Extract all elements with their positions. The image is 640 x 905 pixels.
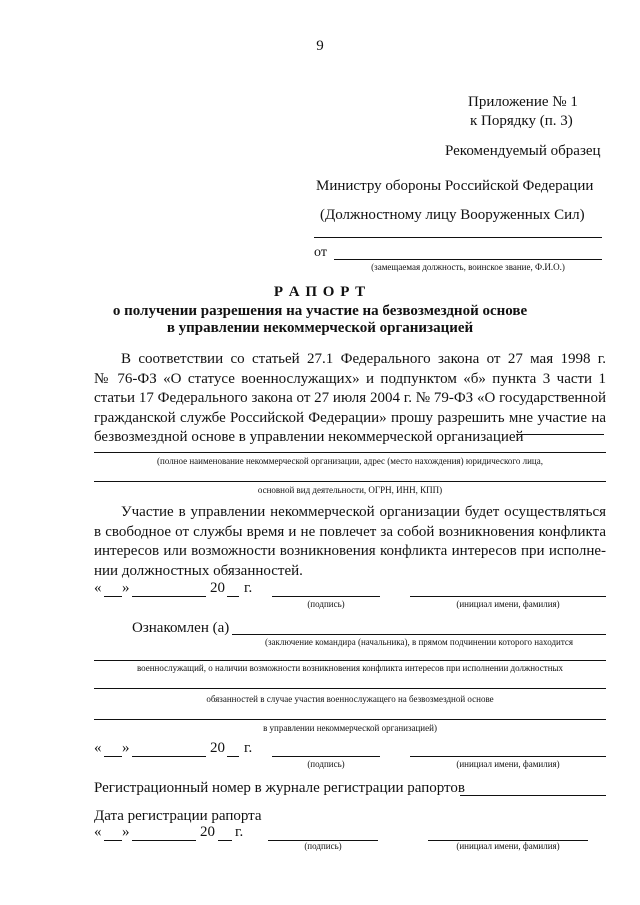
acknowledgement-blank-line-2	[94, 660, 606, 661]
addressee-line-2: (Должностному лицу Вооруженных Сил)	[320, 207, 585, 223]
date-open-quote: «	[94, 740, 102, 756]
paragraph-line: № 76-ФЗ «О статусе военнослужащих» и подпунктом «б» пункта 3 части 1	[94, 370, 606, 387]
signature-blank	[272, 596, 380, 597]
organization-name-blank	[516, 434, 604, 435]
date-close-quote: »	[122, 740, 130, 756]
year-prefix: 20	[210, 580, 225, 596]
name-caption: (инициал имени, фамилия)	[456, 841, 560, 851]
acknowledgement-caption-4: в управлении некоммерческой организацией)	[263, 723, 437, 733]
acknowledgement-blank-line-3	[94, 688, 606, 689]
year-blank	[227, 596, 239, 597]
acknowledgement-caption-3: обязанностей в случае участия военнослужащего на безвозмездной основе	[206, 694, 494, 704]
paragraph-line: Участие в управлении некоммерческой организации будет осуществляться	[121, 504, 606, 520]
paragraph-line: статьи 17 Федерального закона от 27 июля 2004 г. № 79-ФЗ «О государственной	[94, 390, 606, 406]
signature-blank	[272, 756, 380, 757]
organization-blank-line-1	[94, 452, 606, 453]
paragraph-line: в свободное от службы время и не повлечет за собой возникновения конфликта	[94, 523, 606, 540]
paragraph-line: интересов или возможности возникновения конфликта интересов при исполне-	[94, 543, 606, 559]
year-suffix: г.	[244, 740, 253, 756]
registration-date-label: Дата регистрации рапорта	[94, 808, 262, 824]
date-month-blank	[132, 840, 196, 841]
acknowledgement-caption-2: военнослужащий, о наличии возможности возникновения конфликта интересов при исполнении должностных	[136, 663, 564, 673]
year-prefix: 20	[200, 824, 215, 840]
from-label: от	[314, 245, 327, 260]
conflict-paragraph	[94, 503, 606, 581]
date-month-blank	[132, 756, 206, 757]
year-prefix: 20	[210, 740, 225, 756]
document-title: Р А П О Р Т	[273, 284, 367, 300]
date-open-quote: «	[94, 580, 102, 596]
paragraph-line: нии должностных обязанностей.	[94, 562, 303, 579]
paragraph-line: гражданской службе Российской Федерации» прошу разрешить мне участие на	[94, 409, 606, 426]
year-suffix: г.	[244, 580, 253, 596]
signature-caption: (подпись)	[307, 599, 345, 609]
acknowledged-label: Ознакомлен (а)	[132, 620, 230, 636]
appendix-reference: к Порядку (п. 3)	[470, 113, 573, 129]
name-caption: (инициал имени, фамилия)	[456, 759, 560, 769]
name-caption: (инициал имени, фамилия)	[456, 599, 560, 609]
date-open-quote: «	[94, 824, 102, 840]
from-blank-line	[334, 259, 602, 260]
from-caption: (замещаемая должность, воинское звание, Ф.И.О.)	[371, 262, 565, 272]
date-day-blank	[104, 840, 122, 841]
acknowledgement-blank-line-4	[94, 719, 606, 720]
signature-caption: (подпись)	[307, 759, 345, 769]
registration-number-label: Регистрационный номер в журнале регистрации рапортов	[94, 780, 466, 796]
paragraph-line: В соответствии со статьей 27.1 Федерального закона от 27 мая 1998 г.	[121, 351, 606, 367]
registration-number-blank	[460, 795, 606, 796]
page-number: 9	[316, 38, 324, 54]
addressee-blank-line	[314, 237, 602, 238]
request-paragraph	[94, 350, 606, 448]
organization-caption-1: (полное наименование некоммерческой организации, адрес (место нахождения) юридического лица,	[157, 456, 543, 466]
sample-note: Рекомендуемый образец	[445, 143, 601, 159]
name-blank	[410, 596, 606, 597]
date-month-blank	[132, 596, 206, 597]
year-blank	[227, 756, 239, 757]
title-subject-line-2: в управлении некоммерческой организацией	[166, 320, 474, 336]
acknowledgement-blank-line-1	[232, 634, 606, 635]
organization-caption-2: основной вид деятельности, ОГРН, ИНН, КПП)	[257, 485, 443, 495]
title-subject-line-1: о получении разрешения на участие на безвозмездной основе	[112, 303, 528, 319]
paragraph-line: безвозмездной основе в управлении некоммерческой организацией	[94, 429, 524, 445]
name-blank	[410, 756, 606, 757]
date-day-blank	[104, 596, 122, 597]
date-day-blank	[104, 756, 122, 757]
date-close-quote: »	[122, 824, 130, 840]
addressee-line-1: Министру обороны Российской Федерации	[316, 178, 594, 194]
year-blank	[218, 840, 232, 841]
organization-blank-line-2	[94, 481, 606, 482]
date-close-quote: »	[122, 580, 130, 596]
acknowledgement-caption-1: (заключение командира (начальника), в прямом подчинении которого находится	[264, 637, 574, 647]
year-suffix: г.	[235, 824, 244, 840]
signature-caption: (подпись)	[304, 841, 342, 851]
appendix-label: Приложение № 1	[468, 94, 578, 110]
